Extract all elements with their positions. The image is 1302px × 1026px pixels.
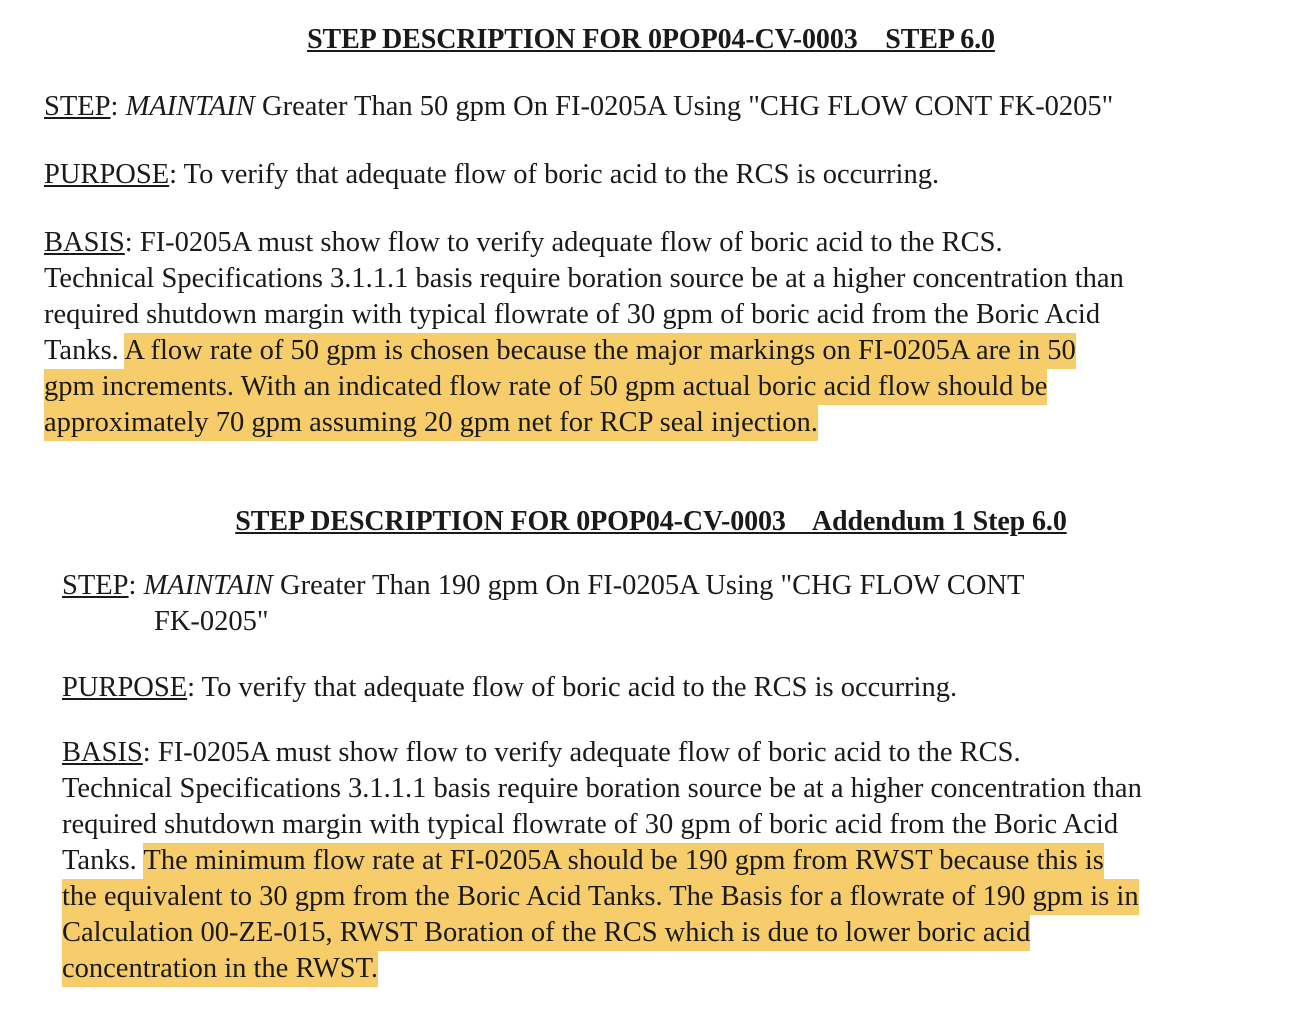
section1-basis-sep: : <box>124 227 140 258</box>
section1-step <box>44 89 1284 125</box>
section1-heading: STEP DESCRIPTION FOR 0POP04-CV-0003 STEP 6.0 <box>307 24 995 55</box>
section1-basis-line4 <box>44 333 1294 369</box>
section2-basis-line6 <box>62 915 1297 951</box>
section1-step-verb: MAINTAIN <box>125 91 255 122</box>
section1-basis-line4-plain: Tanks. <box>44 335 125 366</box>
section2-basis-text1: FI-0205A must show flow to verify adequate flow of boric acid to the RCS. <box>157 737 1021 768</box>
section2-basis <box>62 735 1297 987</box>
section2-basis-line5 <box>62 879 1297 915</box>
section2-basis-line3: required shutdown margin with typical flowrate of 30 gpm of boric acid from the Boric Acid <box>62 809 1119 840</box>
section2-heading: STEP DESCRIPTION FOR 0POP04-CV-0003 Addendum 1 Step 6.0 <box>235 506 1067 537</box>
section2-purpose-sep: : <box>187 672 202 703</box>
section1-basis-line6 <box>44 405 1294 441</box>
section2-purpose <box>62 670 1262 706</box>
section2-purpose-label: PURPOSE <box>62 672 188 703</box>
section2-purpose-text: To verify that adequate flow of boric acid to the RCS is occurring. <box>201 672 958 703</box>
section2-step-label: STEP <box>62 570 129 601</box>
section1-purpose-sep: : <box>169 159 184 190</box>
section2-highlight-3: Calculation 00-ZE-015, RWST Boration of the RCS which is due to lower boric acid <box>62 915 1030 951</box>
section1-step-label: STEP <box>44 91 111 122</box>
section1-step-text: Greater Than 50 gpm On FI-0205A Using "CHG FLOW CONT FK-0205" <box>254 91 1114 122</box>
section2-highlight-4: concentration in the RWST. <box>62 951 378 987</box>
section2-step-line2: FK-0205" <box>154 606 269 637</box>
section1-basis-line1 <box>44 225 1294 261</box>
section1-purpose-text: To verify that adequate flow of boric acid to the RCS is occurring. <box>183 159 940 190</box>
section2-basis-label: BASIS <box>62 737 143 768</box>
section1-basis-line3: required shutdown margin with typical flowrate of 30 gpm of boric acid from the Boric Acid <box>44 299 1101 330</box>
section2-highlight-1: The minimum flow rate at FI-0205A should be 190 gpm from RWST because this is <box>143 843 1103 879</box>
section1-highlight-2: gpm increments. With an indicated flow rate of 50 gpm actual boric acid flow should be <box>44 369 1047 405</box>
section2-step-sep: : <box>128 570 144 601</box>
section2-basis-sep: : <box>142 737 158 768</box>
section2-basis-line7 <box>62 951 1297 987</box>
section1-basis-text1: FI-0205A must show flow to verify adequate flow of boric acid to the RCS. <box>139 227 1003 258</box>
section1-basis-label: BASIS <box>44 227 125 258</box>
section2-step-text1: Greater Than 190 gpm On FI-0205A Using "CHG FLOW CONT <box>272 570 1025 601</box>
section1-highlight-1: A flow rate of 50 gpm is chosen because the major markings on FI-0205A are in 50 <box>124 333 1075 369</box>
section2-basis-line4-plain: Tanks. <box>62 845 144 876</box>
section2-step <box>62 568 1262 640</box>
section2-basis-line1 <box>62 735 1297 771</box>
section1-basis-line5 <box>44 369 1294 405</box>
section2-highlight-2: the equivalent to 30 gpm from the Boric Acid Tanks. The Basis for a flowrate of 190 gpm is in <box>62 879 1139 915</box>
section2-basis-line4 <box>62 843 1297 879</box>
section2-basis-line2: Technical Specifications 3.1.1.1 basis require boration source be at a higher concentration than <box>62 773 1142 804</box>
section1-highlight-3: approximately 70 gpm assuming 20 gpm net for RCP seal injection. <box>44 405 818 441</box>
section1-purpose <box>44 157 1284 193</box>
section1-basis-line2: Technical Specifications 3.1.1.1 basis require boration source be at a higher concentration than <box>44 263 1124 294</box>
section2-step-verb: MAINTAIN <box>143 570 273 601</box>
section1-step-sep: : <box>110 91 126 122</box>
section1-basis <box>44 225 1294 441</box>
section2-step-line1 <box>62 568 1262 604</box>
section1-purpose-label: PURPOSE <box>44 159 170 190</box>
